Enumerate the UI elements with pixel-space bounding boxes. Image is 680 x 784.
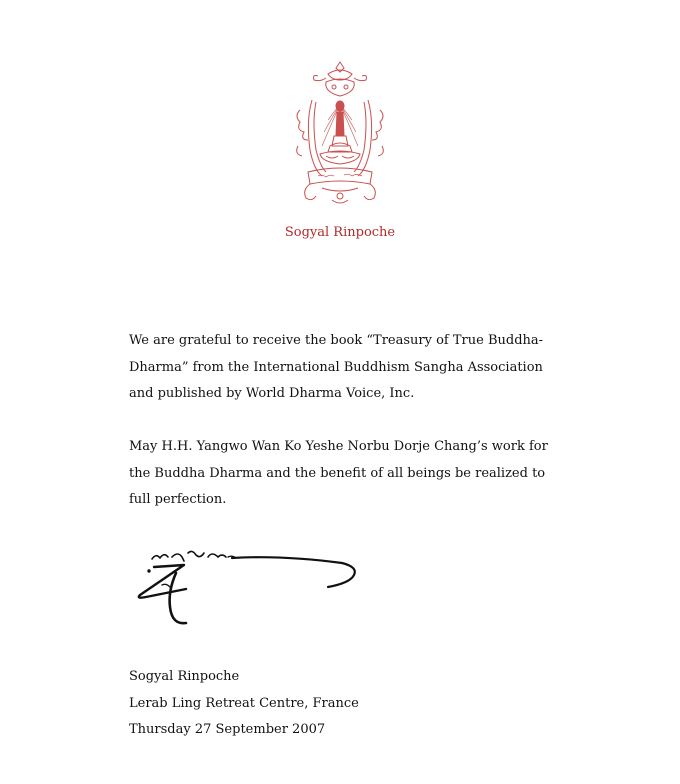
handwritten-signature-icon bbox=[132, 545, 362, 630]
tibetan-emblem-icon bbox=[292, 60, 388, 208]
body-paragraph-2: May H.H. Yangwo Wan Ko Yeshe Norbu Dorje Chang’s work for the Buddha Dharma and the benefit of all beings be realized to full perfection. bbox=[129, 439, 548, 507]
closing-name: Sogyal Rinpoche bbox=[129, 669, 240, 684]
body-paragraph-1: We are grateful to receive the book “Treasury of True Buddha-Dharma” from the International Buddhism Sangha Association and published by World Dharma Voice, Inc. bbox=[129, 333, 544, 401]
closing-block bbox=[129, 664, 359, 744]
letterhead-name: Sogyal Rinpoche bbox=[284, 225, 396, 240]
closing-date: Thursday 27 September 2007 bbox=[129, 722, 326, 737]
closing-location: Lerab Ling Retreat Centre, France bbox=[129, 695, 359, 711]
